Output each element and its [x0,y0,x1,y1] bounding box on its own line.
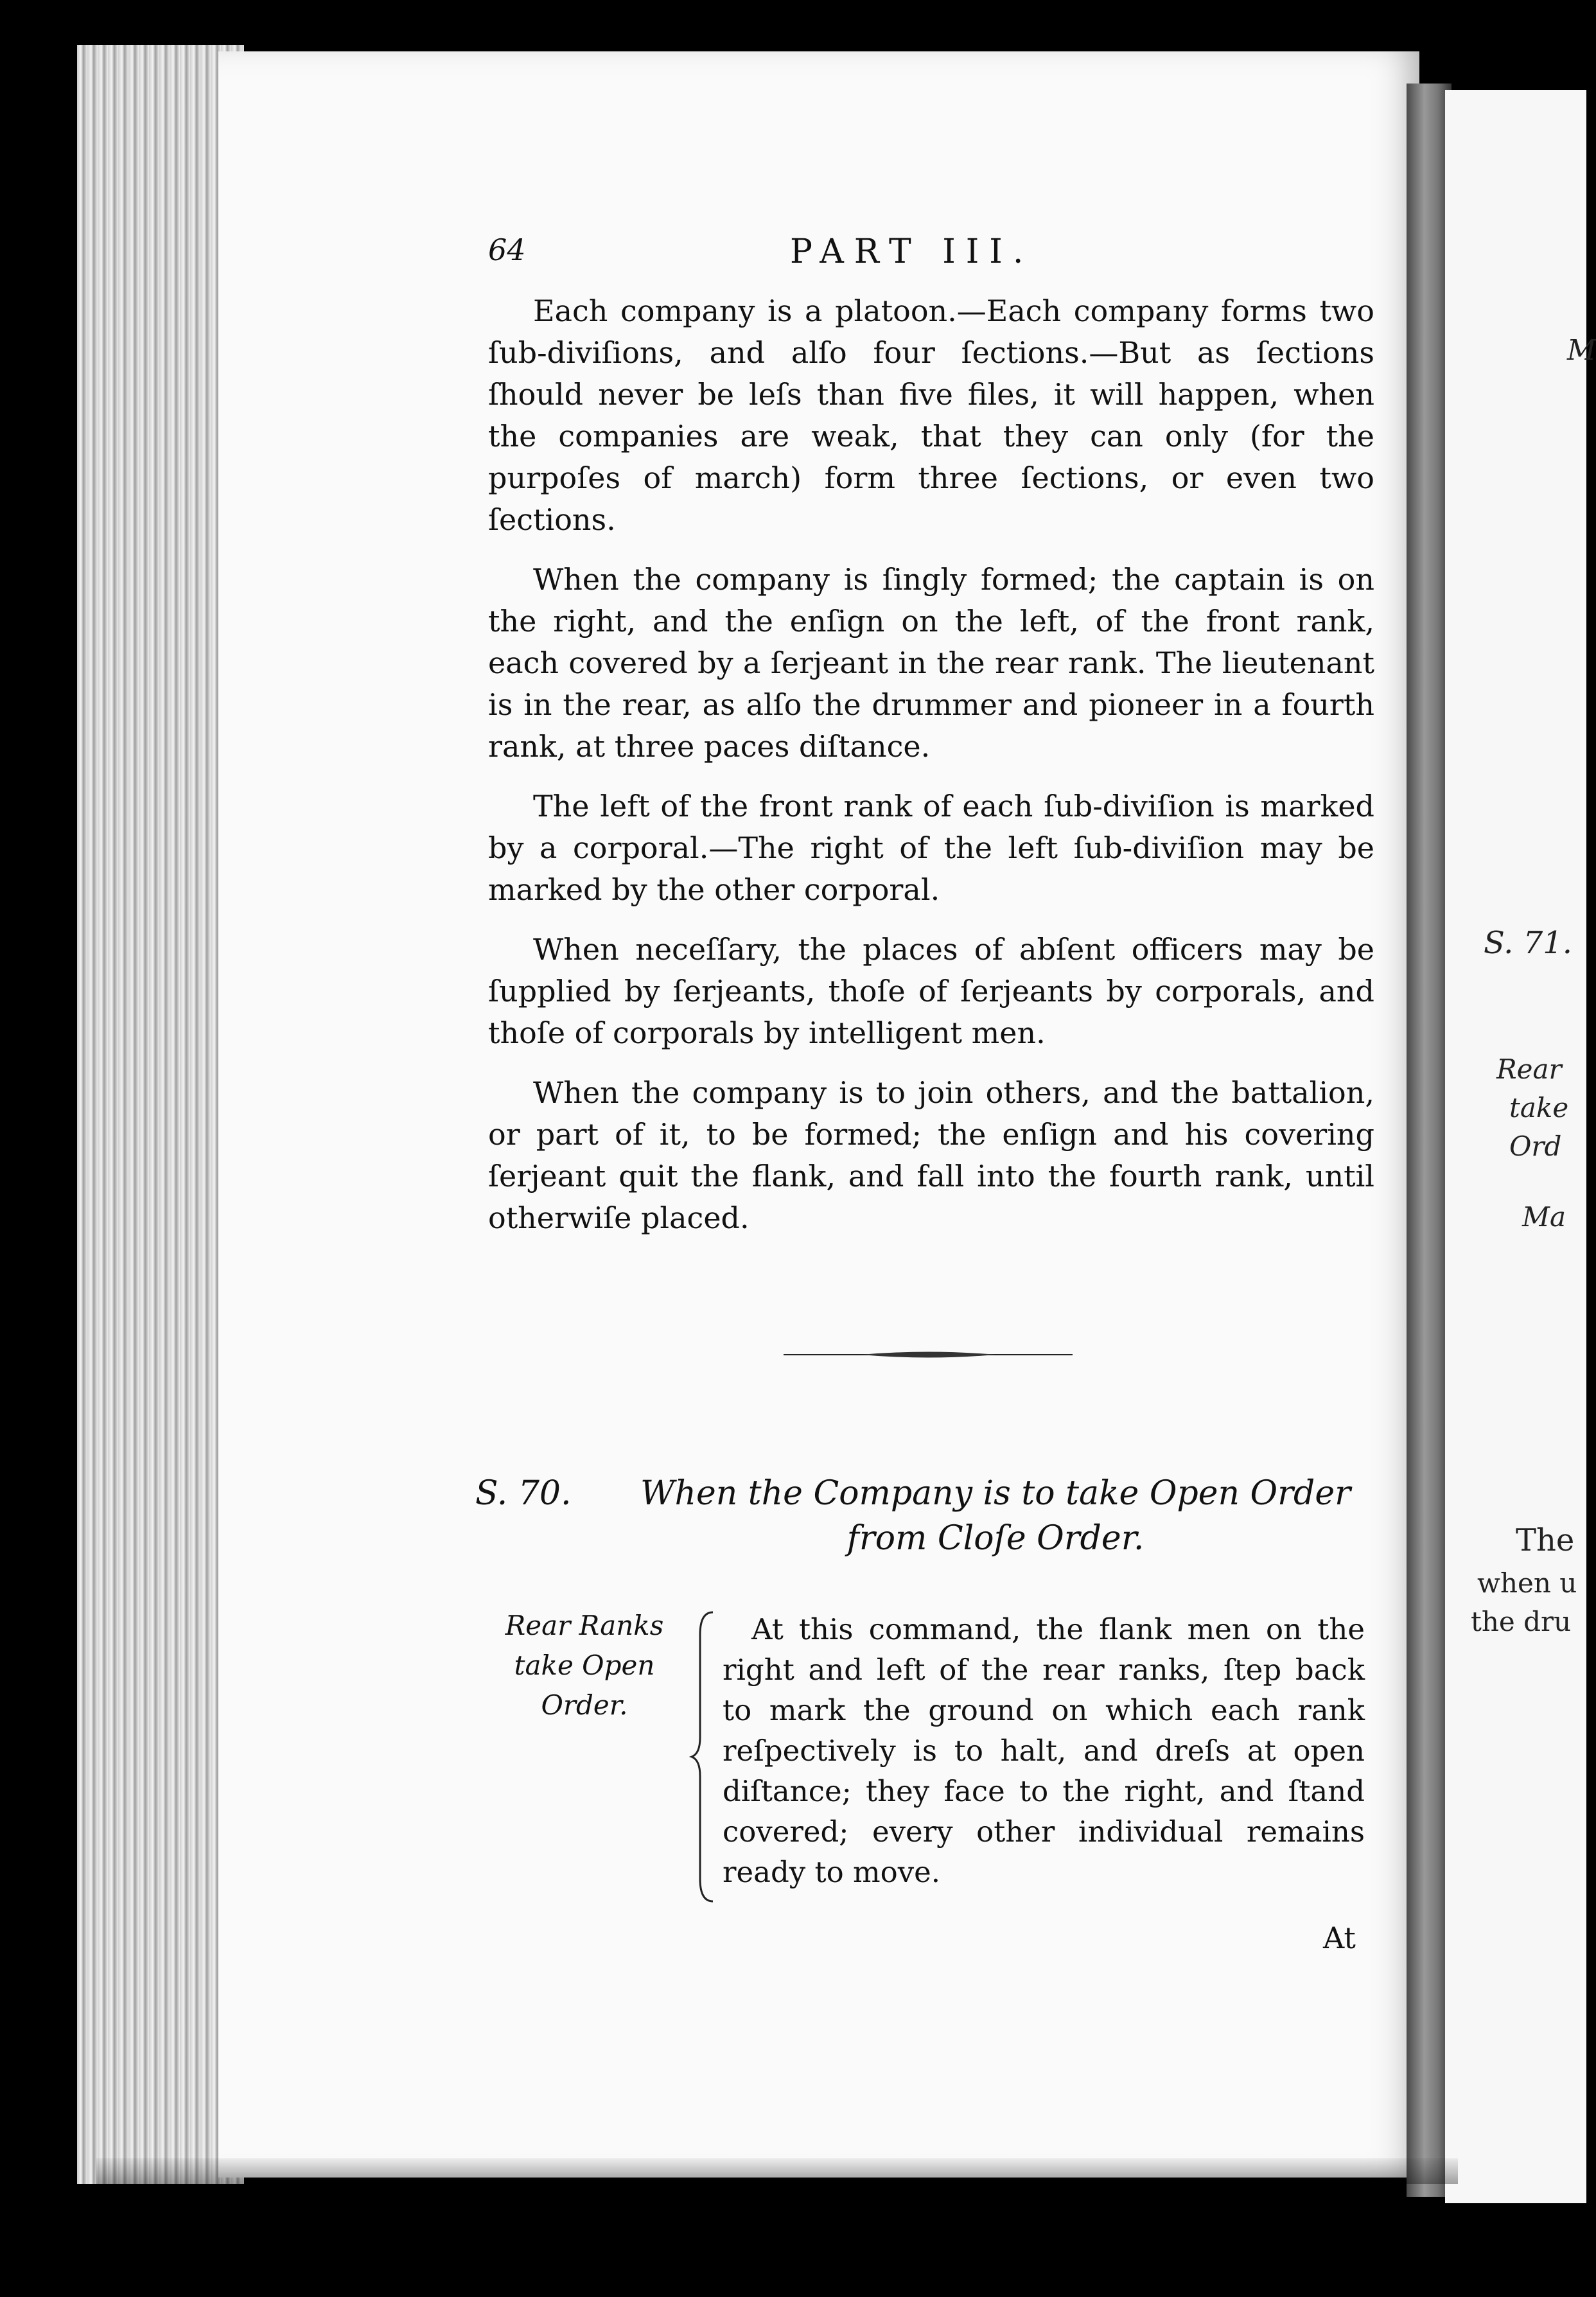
page-bottom-shadow [96,2158,1458,2184]
facing-fragment: M [1567,334,1596,367]
paragraph: When neceſſary, the places of abſent officers may be ſupplied by ſerjeants, thoſe of ſerjeants by corporals, and thoſe of corporals by intelligent men. [488,932,1374,1050]
facing-fragment: when u [1477,1567,1577,1599]
facing-fragment: Ord [1509,1131,1562,1162]
section-title: When the Company is to take Open Order from Cloſe Order. [640,1474,1351,1558]
marginal-note: Rear Ranks take Open Order. [505,1610,664,1721]
facing-fragment: take [1509,1092,1569,1123]
paragraph: Each company is a platoon.—Each company forms two ſub-diviſions, and alſo four ſections.—But as ſections ſhould never be leſs than five files, it will happen, when the companies are weak, that they can only (for the purpoſes of march) form three ſections, or even two ſections. [488,294,1374,537]
body-text [488,290,1374,1257]
paragraph: When the company is ſingly formed; the captain is on the right, and the enſign on the left, of the front rank, each covered by a ſerjeant in the rear rank. The lieutenant is in the rear, as alſo the drummer and pioneer in a fourth rank, at three paces diſtance. [488,562,1374,764]
running-head [488,233,1368,277]
section-number: S. 70. [475,1474,572,1513]
facing-fragment: S. 71. [1484,925,1573,961]
facing-fragment: the dru [1471,1606,1572,1637]
facing-fragment: The [1516,1522,1575,1558]
paragraph: The left of the front rank of each ſub-diviſion is marked by a corporal.—The right of the left ſub-diviſion may be marked by the other corporal. [488,789,1374,907]
ornament-rule [784,1350,1073,1359]
instruction-text [723,1609,1365,1892]
paragraph: When the company is to join others, and the battalion, or part of it, to be formed; the enſign and his covering ſerjeant quit the flank, and fall into the fourth rank, until otherwiſe placed. [488,1075,1374,1235]
book-page-right [1445,90,1596,2203]
facing-fragment: Rear [1496,1053,1562,1085]
catchword: At [1323,1921,1356,1955]
running-title: PART III. [790,233,1034,271]
page-number: 64 [488,233,526,267]
paragraph: At this command, the flank men on the right and left of the rear ranks, ſtep back to mark the ground on which each rank reſpectively is to halt, and dreſs at open diſtance; they face to the right, and ſtand covered; every other individual remains ready to move. [723,1612,1365,1889]
facing-fragment: Ma [1522,1201,1566,1233]
curly-brace [690,1609,716,1905]
